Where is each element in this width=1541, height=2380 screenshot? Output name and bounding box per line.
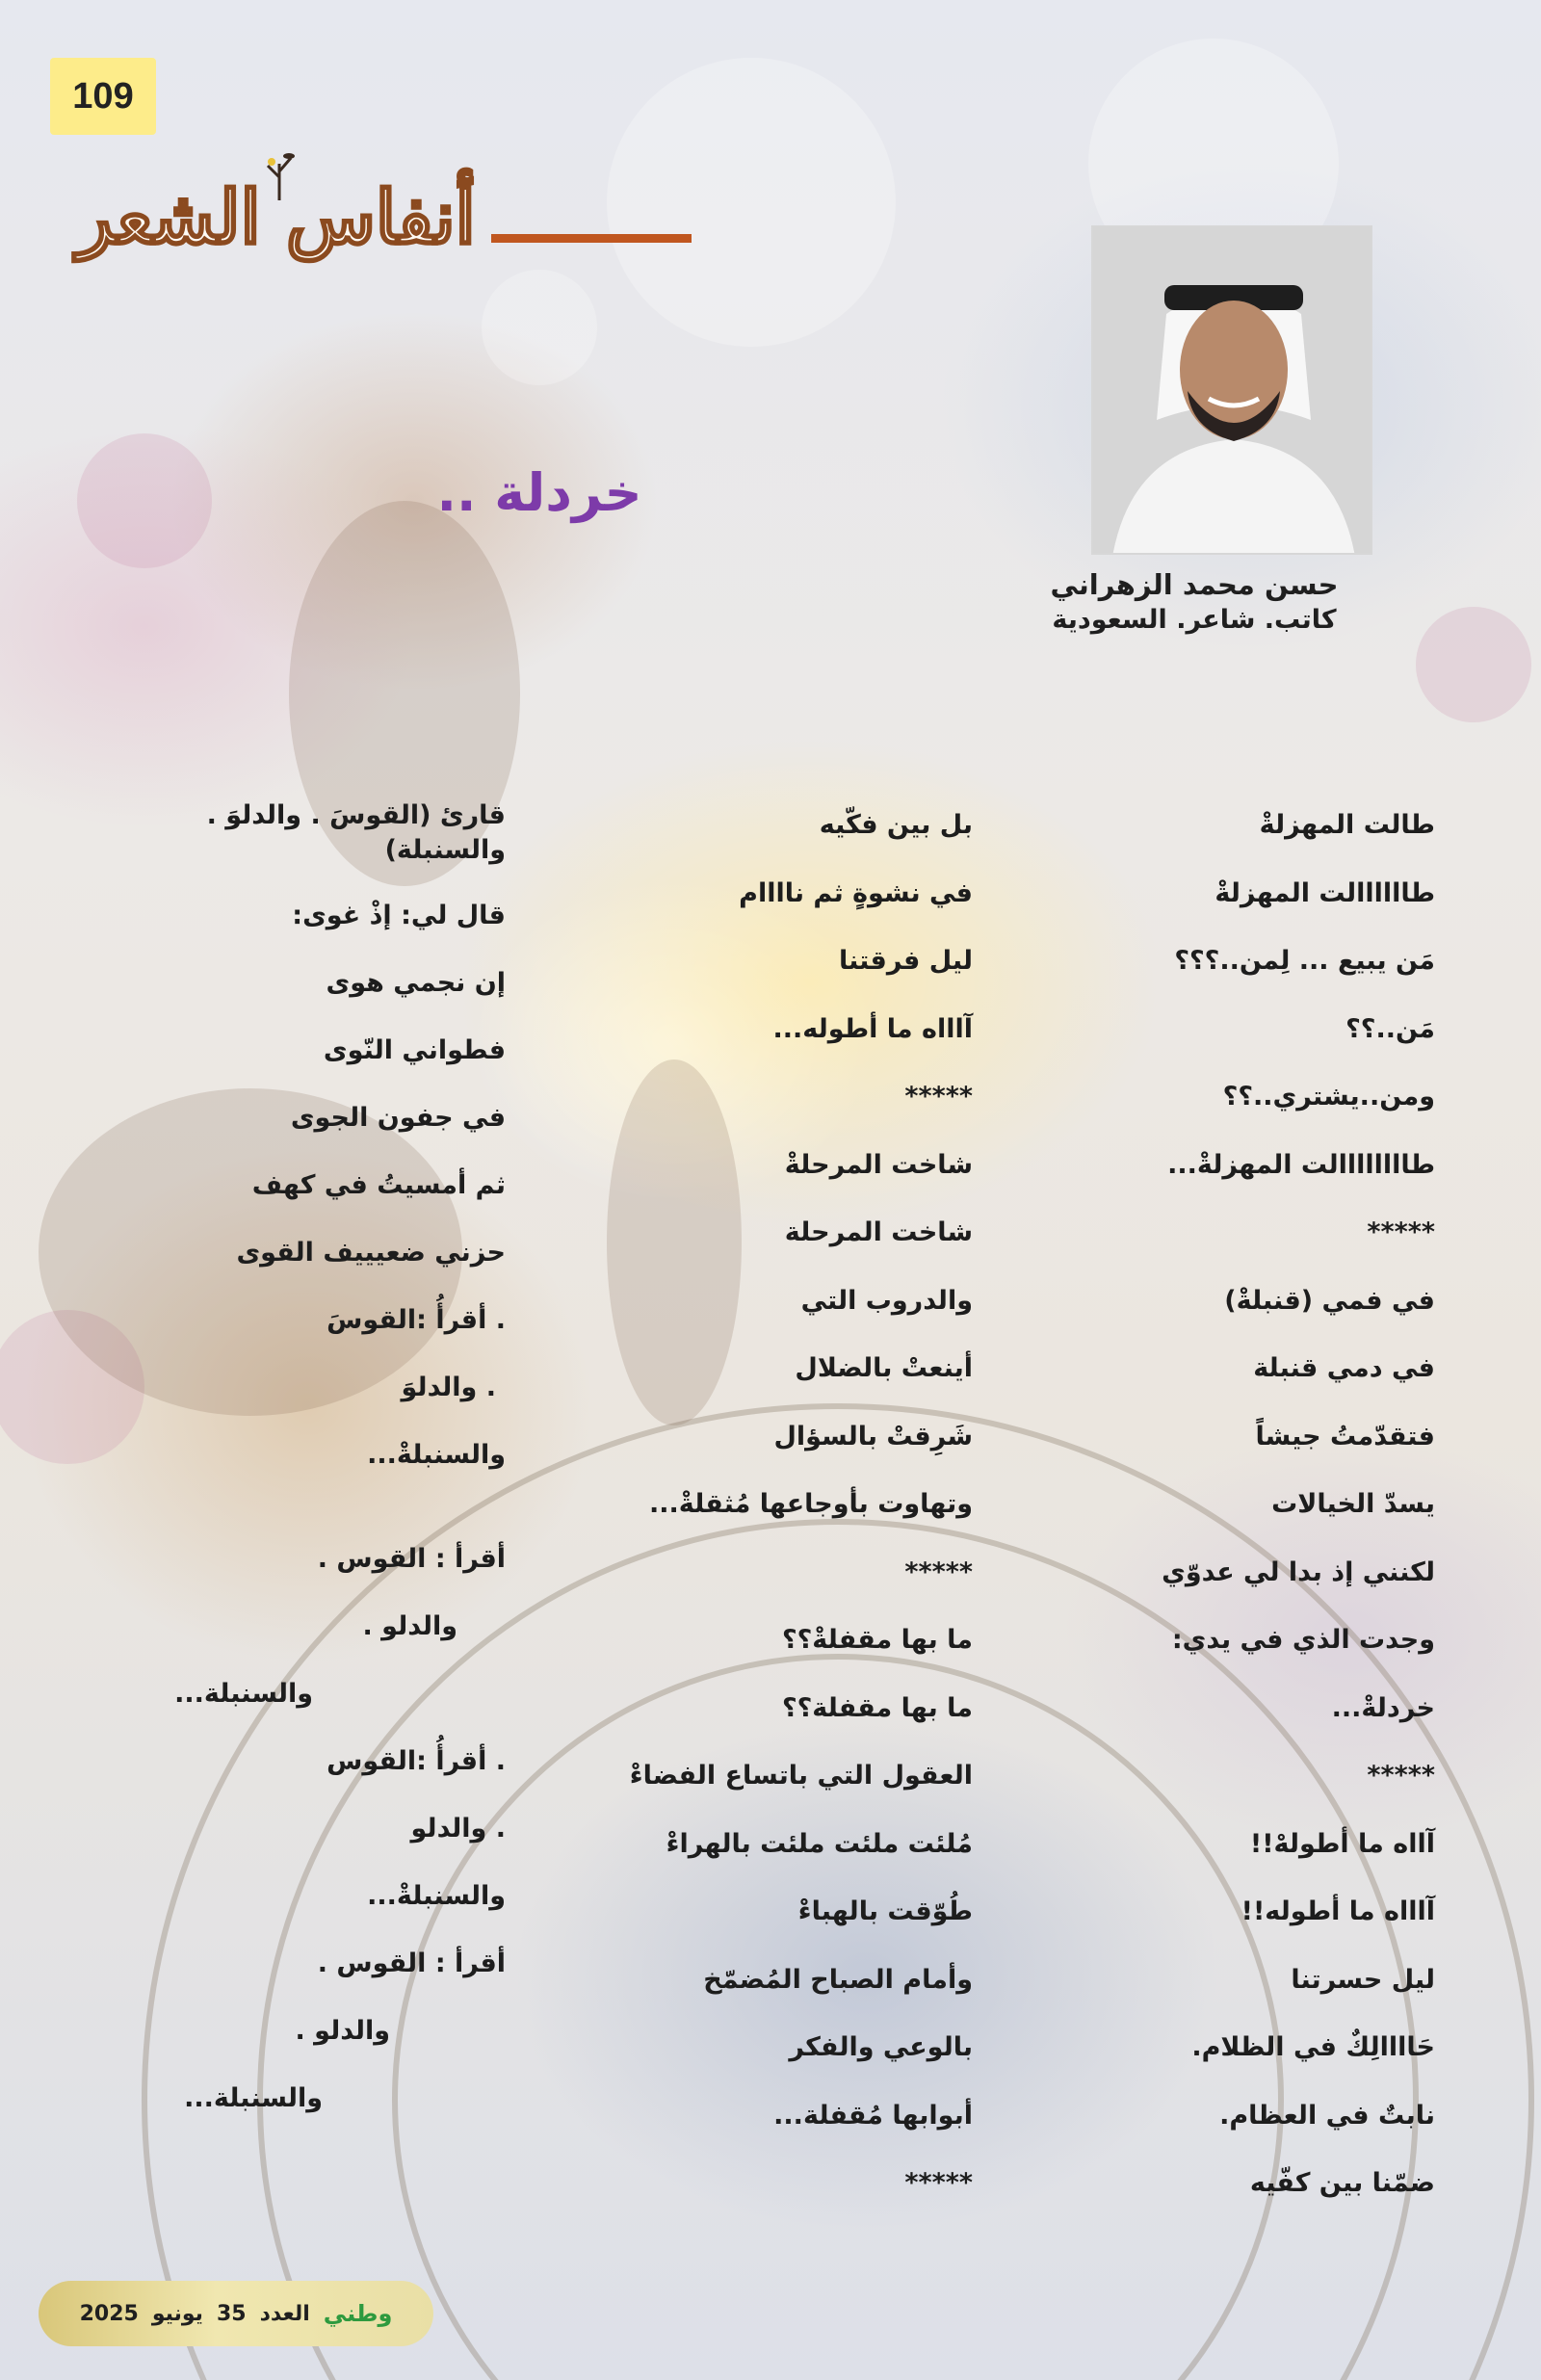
author-role: كاتب. شاعر. السعودية	[1052, 605, 1337, 635]
poem-line: مَن يبيع ... لِمن..؟؟؟	[1174, 946, 1435, 976]
poem-line: شاخت المرحلةْ	[784, 1149, 973, 1180]
poem-line: شاخت المرحلة	[784, 1217, 973, 1247]
poem-column-left	[169, 798, 506, 2116]
poem-line: نابتٌ في العظام.	[1219, 2100, 1435, 2131]
poem-line: أقرأ : القوس .	[317, 1948, 506, 1978]
poem-line: . والدلو	[410, 1814, 506, 1844]
poem-title: خردلة ..	[436, 462, 642, 523]
poem-line: حَاااالِكٌ في الظلام.	[1191, 2032, 1435, 2062]
poem-line: *****	[1367, 1761, 1435, 1791]
poem-line-blank	[169, 1505, 506, 1540]
poem-line: أقرأ : القوس .	[317, 1544, 506, 1574]
poem-line: وأمام الصباح المُضمّخ	[703, 1964, 973, 1995]
poem-line: آاااه ما أطوله!!	[1241, 1896, 1435, 1926]
issue-year: 2025	[79, 2301, 139, 2326]
poem-line: . والدلوَ	[401, 1373, 496, 1402]
poem-line: في فمي (قنبلةْ)	[1224, 1285, 1435, 1316]
poem-line: ما بها مقفلةْ؟؟	[781, 1625, 973, 1655]
poem-line: حزني ضعيييف القوى	[236, 1238, 506, 1268]
poem-line: آااه ما أطولهْ!!	[1249, 1828, 1435, 1859]
poem-line: ضمّنا بين كفّيه	[1249, 2168, 1435, 2198]
poem-line: ليل فرقتنا	[839, 946, 973, 976]
poem-line: والدلو .	[295, 2016, 390, 2046]
poem-line: والدلو .	[362, 1611, 457, 1641]
poem-line: *****	[904, 2168, 973, 2198]
poem-line: خردلةْ...	[1331, 1692, 1435, 1723]
section-header	[77, 144, 616, 270]
poem-line: ثم أمسيتُ في كهف	[251, 1170, 506, 1200]
poem-line: بالوعي والفكر	[789, 2032, 973, 2062]
poem-line: طاااااااالت المهزلةْ...	[1167, 1149, 1435, 1180]
issue-month: يونيو	[151, 2301, 203, 2326]
poem-line: طالت المهزلةْ	[1259, 810, 1435, 840]
poem-line: والسنبلة...	[174, 1679, 313, 1709]
magazine-name: وطني	[323, 2300, 393, 2327]
poem-line: . أقرأُ :القوس	[326, 1746, 506, 1776]
section-brand: أنفاس الشعر	[77, 174, 476, 260]
issue-number: 35	[216, 2301, 247, 2326]
poem-line: والدروب التي	[800, 1285, 973, 1316]
poem-line: ليل حسرتنا	[1291, 1964, 1435, 1995]
poem-line: والسنبلة...	[184, 2083, 323, 2113]
poem-line: مُلئت ملئت ملئت بالهراءْ	[666, 1828, 973, 1859]
poem-line: . أقرأُ :القوسَ	[326, 1305, 506, 1335]
poem-line: أبوابها مُقفلة...	[773, 2100, 973, 2131]
poem-line: والسنبلةْ...	[367, 1881, 506, 1911]
issue-label: العدد	[259, 2301, 310, 2326]
poem-line: *****	[1367, 1217, 1435, 1247]
author-name: حسن محمد الزهراني	[1050, 568, 1339, 601]
poem-line: *****	[904, 1082, 973, 1112]
author-photo	[1091, 225, 1372, 555]
poem-line: ما بها مقفلة؟؟	[781, 1692, 973, 1723]
poem-line: لكنني إذ بدا لي عدوّي	[1162, 1556, 1435, 1587]
poem-line: إن نجمي هوى	[326, 968, 506, 998]
poem-line: وتهاوت بأوجاعها مُثقلةْ...	[649, 1489, 973, 1519]
poem-line: في دمي قنبلة	[1253, 1353, 1435, 1383]
page-number: 109	[72, 75, 134, 117]
author-portrait-image	[1093, 227, 1372, 555]
poem-line: في نشوةٍ ثم ناااام	[739, 877, 973, 908]
poem-line: *****	[904, 1556, 973, 1587]
footer-issue-badge	[39, 2281, 433, 2346]
poem-line: قارئ (القوسَ . والدلوَ . والسنبلة)	[206, 800, 506, 865]
poem-line: ومن..يشتري..؟؟	[1222, 1082, 1435, 1112]
poem-line: شَرِقتْ بالسؤال	[773, 1421, 973, 1452]
header-accent-rule	[491, 234, 692, 243]
poem-line: طُوّقت بالهباءْ	[797, 1896, 973, 1926]
poem-column-middle	[616, 798, 973, 2225]
poem-line: مَن..؟؟	[1345, 1013, 1435, 1044]
poem-line: وجدت الذي في يدي:	[1171, 1625, 1435, 1655]
poem-line: بل بين فكّيه	[819, 810, 973, 840]
poem-line: فطواني النّوى	[323, 1035, 506, 1065]
poem-line: العقول التي باتساع الفضاءْ	[629, 1761, 973, 1791]
poem-line: في جفون الجوى	[290, 1103, 506, 1133]
poem-line: طاااااالت المهزلةْ	[1215, 877, 1435, 908]
poem-line: آاااه ما أطوله...	[772, 1013, 973, 1044]
poem-line: يسدّ الخيالات	[1271, 1489, 1435, 1519]
page-number-badge	[50, 58, 156, 135]
poem-column-right	[1117, 798, 1435, 2225]
poem-line: قال لي: إذْ غوى:	[292, 901, 506, 930]
poem-line: فتقدّمتُ جيشاً	[1255, 1421, 1435, 1452]
poem-line: والسنبلةْ...	[367, 1440, 506, 1470]
poem-line: أينعتْ بالضلال	[795, 1353, 973, 1383]
